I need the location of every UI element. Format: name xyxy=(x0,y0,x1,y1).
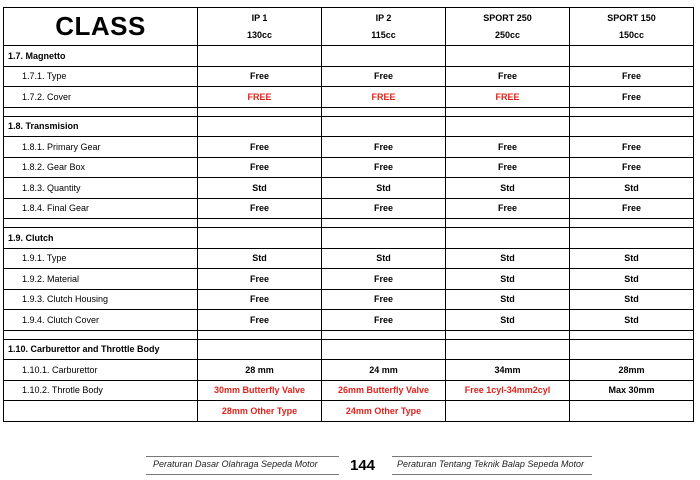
spacer-cell xyxy=(4,219,198,228)
value-cell: 24mm Other Type xyxy=(322,401,446,422)
table-row xyxy=(4,289,694,310)
class-header xyxy=(4,8,198,46)
table-row xyxy=(4,87,694,108)
footer-rule-right-bottom xyxy=(392,474,592,475)
col-header-sport250 xyxy=(446,8,570,46)
value-cell: Free xyxy=(322,310,446,331)
section-blank-cell xyxy=(570,116,694,137)
spacer-cell xyxy=(570,219,694,228)
spacer-cell xyxy=(322,330,446,339)
value-cell: 28mm Other Type xyxy=(198,401,322,422)
value-cell: Std xyxy=(570,269,694,290)
section-blank-cell xyxy=(446,228,570,249)
spacer-cell xyxy=(198,330,322,339)
table-row xyxy=(4,137,694,158)
footer-rule-left-bottom xyxy=(146,474,339,475)
table-row xyxy=(4,360,694,381)
value-cell: Std xyxy=(570,248,694,269)
value-cell: 24 mm xyxy=(322,360,446,381)
section-blank-cell xyxy=(198,339,322,360)
value-cell: FREE xyxy=(322,87,446,108)
spacer-row xyxy=(4,219,694,228)
row-label xyxy=(4,401,198,422)
value-cell: Std xyxy=(446,178,570,199)
value-cell: 28 mm xyxy=(198,360,322,381)
spacer-row xyxy=(4,330,694,339)
value-cell: Free xyxy=(322,289,446,310)
class-title: CLASS xyxy=(55,11,146,41)
col-cc: 115cc xyxy=(371,29,396,40)
row-label: 1.9.3. Clutch Housing xyxy=(4,289,198,310)
section-title: 1.8. Transmision xyxy=(4,116,198,137)
col-header-ip1 xyxy=(198,8,322,46)
col-header-sport150 xyxy=(570,8,694,46)
value-cell: Std xyxy=(570,178,694,199)
value-cell: FREE xyxy=(446,87,570,108)
value-cell xyxy=(570,401,694,422)
spacer-cell xyxy=(198,107,322,116)
value-cell: Std xyxy=(198,178,322,199)
section-blank-cell xyxy=(322,228,446,249)
row-label: 1.9.1. Type xyxy=(4,248,198,269)
value-cell: Std xyxy=(446,248,570,269)
value-cell: Free xyxy=(570,157,694,178)
col-name: IP 2 xyxy=(375,12,392,23)
value-cell: Free xyxy=(322,66,446,87)
value-cell: Std xyxy=(570,310,694,331)
value-cell: Free xyxy=(322,269,446,290)
table-row xyxy=(4,380,694,401)
row-label: 1.10.1. Carburettor xyxy=(4,360,198,381)
section-blank-cell xyxy=(198,116,322,137)
value-cell: 34mm xyxy=(446,360,570,381)
value-cell: Std xyxy=(322,248,446,269)
value-cell: Free xyxy=(570,198,694,219)
section-blank-cell xyxy=(198,46,322,67)
spacer-cell xyxy=(322,107,446,116)
col-cc: 130cc xyxy=(246,29,273,40)
section-title: 1.10. Carburettor and Throttle Body xyxy=(4,339,198,360)
section-blank-cell xyxy=(570,46,694,67)
row-label: 1.7.1. Type xyxy=(4,66,198,87)
header-row xyxy=(4,8,694,46)
footer-rule-left xyxy=(146,456,339,457)
table-row xyxy=(4,310,694,331)
spacer-cell xyxy=(446,330,570,339)
spacer-row xyxy=(4,107,694,116)
table-row xyxy=(4,66,694,87)
row-label: 1.8.3. Quantity xyxy=(4,178,198,199)
section-title: 1.9. Clutch xyxy=(4,228,198,249)
value-cell: Free xyxy=(322,198,446,219)
spacer-cell xyxy=(4,330,198,339)
col-cc: 250cc xyxy=(494,29,521,40)
section-blank-cell xyxy=(198,228,322,249)
value-cell: Free xyxy=(198,289,322,310)
table-row xyxy=(4,198,694,219)
col-name: IP 1 xyxy=(251,12,268,23)
footer-right-text: Peraturan Tentang Teknik Balap Sepeda Motor xyxy=(397,459,584,469)
table-row xyxy=(4,269,694,290)
row-label: 1.8.4. Final Gear xyxy=(4,198,198,219)
col-name: SPORT 150 xyxy=(607,12,656,23)
value-cell: Std xyxy=(322,178,446,199)
section-row xyxy=(4,46,694,67)
value-cell: Free xyxy=(446,66,570,87)
spacer-cell xyxy=(446,219,570,228)
page-footer xyxy=(0,452,700,478)
section-blank-cell xyxy=(446,339,570,360)
section-blank-cell xyxy=(570,339,694,360)
spacer-cell xyxy=(198,219,322,228)
section-blank-cell xyxy=(322,116,446,137)
col-cc: 150cc xyxy=(618,29,645,40)
table-row xyxy=(4,178,694,199)
value-cell: 30mm Butterfly Valve xyxy=(198,380,322,401)
row-label: 1.8.2. Gear Box xyxy=(4,157,198,178)
value-cell: Std xyxy=(446,289,570,310)
value-cell: Max 30mm xyxy=(570,380,694,401)
value-cell: Std xyxy=(446,310,570,331)
footer-rule-right xyxy=(392,456,592,457)
row-label: 1.9.4. Clutch Cover xyxy=(4,310,198,331)
value-cell: 26mm Butterfly Valve xyxy=(322,380,446,401)
value-cell: 28mm xyxy=(570,360,694,381)
section-blank-cell xyxy=(322,339,446,360)
section-row xyxy=(4,228,694,249)
spacer-cell xyxy=(322,219,446,228)
page-number: 144 xyxy=(350,457,376,474)
value-cell: Free xyxy=(198,66,322,87)
section-row xyxy=(4,116,694,137)
row-label: 1.9.2. Material xyxy=(4,269,198,290)
value-cell: Free xyxy=(570,137,694,158)
col-name: SPORT 250 xyxy=(483,12,532,23)
table-row xyxy=(4,157,694,178)
spacer-cell xyxy=(570,107,694,116)
value-cell: Free xyxy=(322,157,446,178)
value-cell: Free xyxy=(446,157,570,178)
section-blank-cell xyxy=(446,116,570,137)
value-cell: Free xyxy=(322,137,446,158)
value-cell: Free xyxy=(570,87,694,108)
row-label: 1.7.2. Cover xyxy=(4,87,198,108)
table-row xyxy=(4,401,694,422)
section-blank-cell xyxy=(322,46,446,67)
row-label: 1.10.2. Throtle Body xyxy=(4,380,198,401)
value-cell: Free xyxy=(570,66,694,87)
spacer-cell xyxy=(446,107,570,116)
section-blank-cell xyxy=(570,228,694,249)
table-row xyxy=(4,248,694,269)
value-cell: Free xyxy=(198,198,322,219)
value-cell: Std xyxy=(198,248,322,269)
value-cell: Free xyxy=(446,137,570,158)
value-cell: Free xyxy=(198,157,322,178)
value-cell xyxy=(446,401,570,422)
spec-table xyxy=(3,7,694,422)
value-cell: Free xyxy=(198,269,322,290)
section-row xyxy=(4,339,694,360)
col-header-ip2 xyxy=(322,8,446,46)
section-title: 1.7. Magnetto xyxy=(4,46,198,67)
value-cell: Std xyxy=(446,269,570,290)
value-cell: Std xyxy=(570,289,694,310)
value-cell: Free xyxy=(198,310,322,331)
spacer-cell xyxy=(4,107,198,116)
footer-left-text: Peraturan Dasar Olahraga Sepeda Motor xyxy=(153,459,318,469)
value-cell: Free xyxy=(198,137,322,158)
spacer-cell xyxy=(570,330,694,339)
section-blank-cell xyxy=(446,46,570,67)
value-cell: Free 1cyl-34mm2cyl xyxy=(446,380,570,401)
value-cell: FREE xyxy=(198,87,322,108)
value-cell: Free xyxy=(446,198,570,219)
row-label: 1.8.1. Primary Gear xyxy=(4,137,198,158)
